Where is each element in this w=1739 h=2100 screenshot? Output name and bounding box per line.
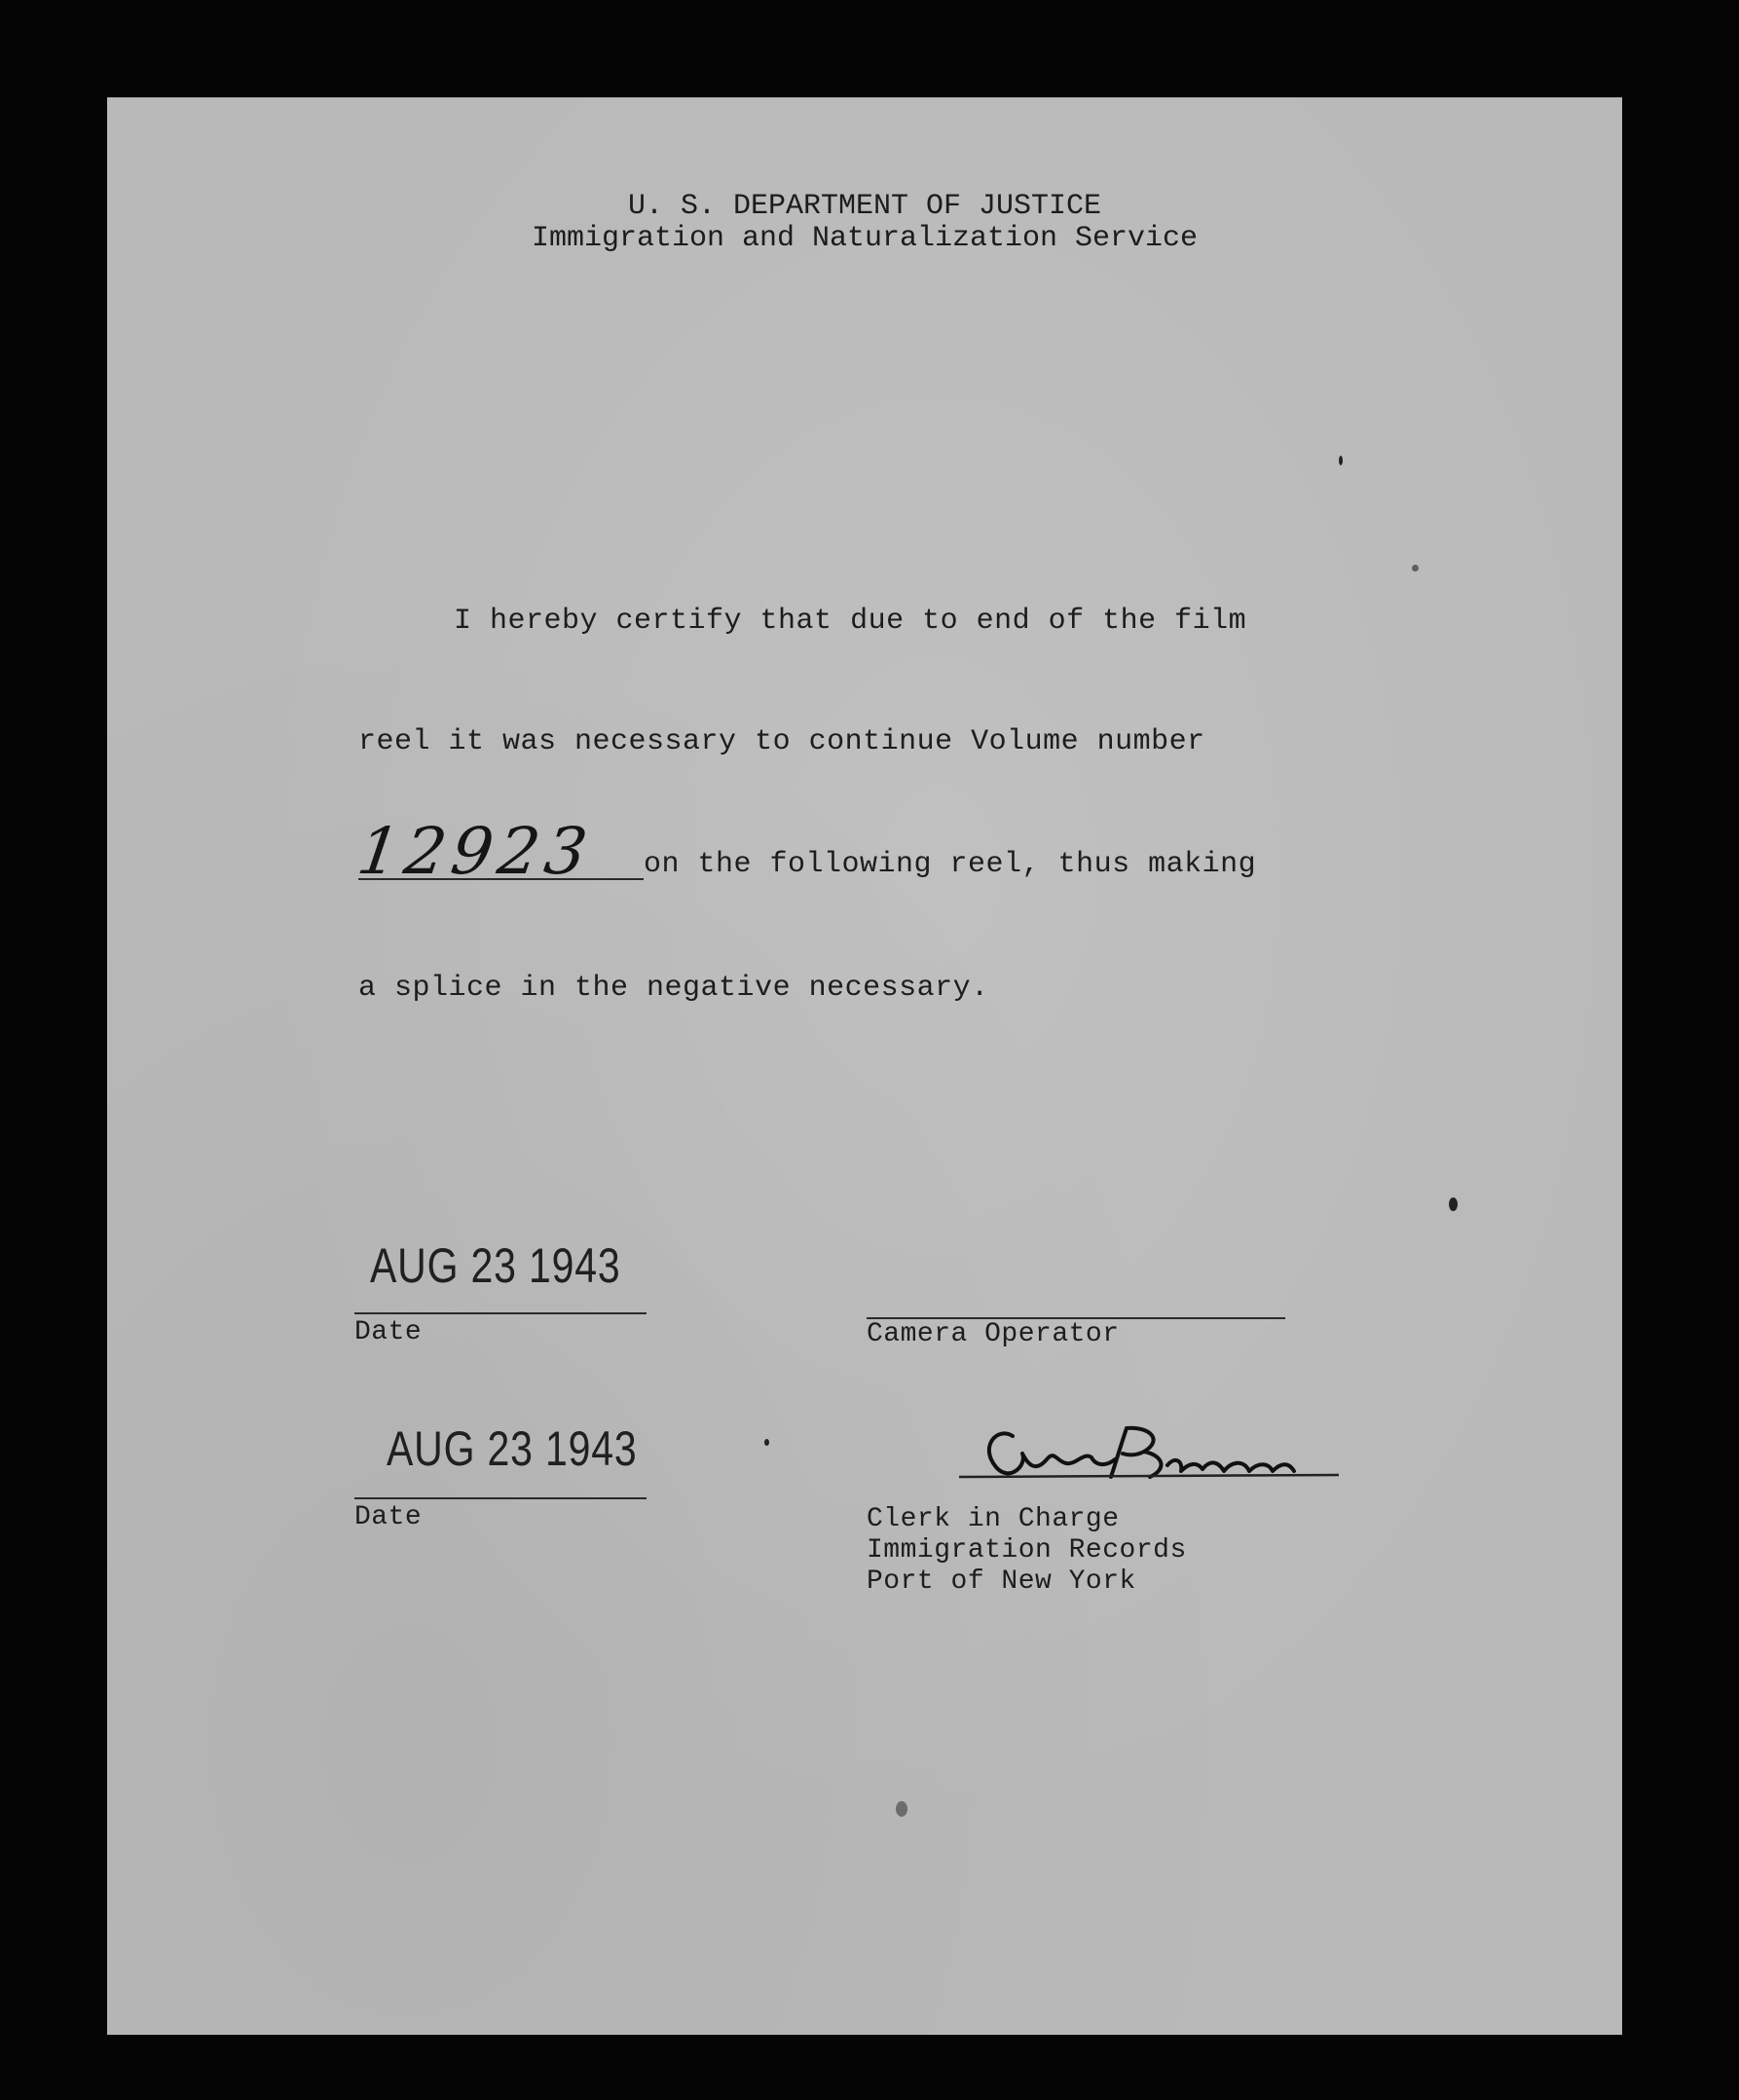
clerk-signature (920, 1407, 1426, 1494)
volume-number-handwritten: 12923 (352, 814, 598, 889)
clerk-label-line-3: Port of New York (867, 1566, 1136, 1597)
film-speck (1449, 1197, 1458, 1211)
volume-number-underline (358, 878, 644, 880)
date-stamp-2: AUG 23 1943 (387, 1421, 638, 1476)
film-speck (764, 1439, 769, 1446)
body-line-3: on the following reel, thus making (644, 848, 1257, 881)
document-page (107, 97, 1622, 2035)
document-header (107, 191, 1622, 255)
camera-operator-label: Camera Operator (867, 1319, 1120, 1349)
date-stamp-1: AUG 23 1943 (370, 1238, 621, 1293)
clerk-label-line-1: Clerk in Charge (867, 1504, 1120, 1534)
header-service: Immigration and Naturalization Service (531, 222, 1199, 255)
date-line-2 (354, 1497, 647, 1499)
header-department: U. S. DEPARTMENT OF JUSTICE (627, 190, 1102, 223)
clerk-label-line-2: Immigration Records (867, 1535, 1187, 1566)
date-label-2: Date (354, 1502, 423, 1532)
date-line-1 (354, 1312, 647, 1314)
film-speck (1412, 565, 1419, 571)
film-speck (1339, 456, 1343, 465)
film-speck (896, 1801, 907, 1817)
date-label-1: Date (354, 1317, 423, 1347)
body-line-4: a splice in the negative necessary. (358, 972, 989, 1005)
body-line-2: reel it was necessary to continue Volume number (358, 725, 1205, 758)
body-line-1: I hereby certify that due to end of the film (454, 605, 1247, 638)
